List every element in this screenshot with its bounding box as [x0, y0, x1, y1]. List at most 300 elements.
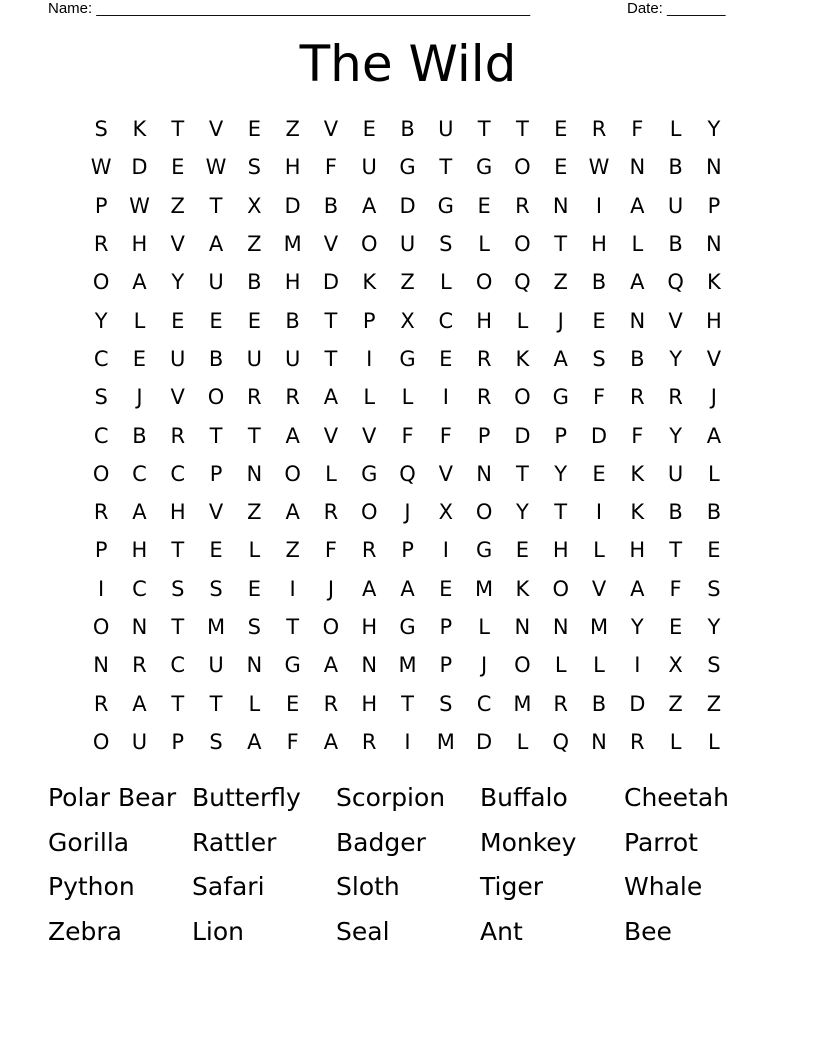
grid-letter: Y	[94, 308, 108, 333]
grid-letter: K	[515, 346, 530, 371]
grid-letter: L	[631, 232, 644, 257]
grid-letter: T	[516, 117, 529, 142]
grid-letter: E	[477, 193, 491, 218]
grid-letter: H	[131, 538, 148, 563]
grid-letter: U	[399, 232, 416, 257]
grid-letter: P	[209, 461, 223, 486]
grid-letter: U	[208, 653, 224, 678]
grid-letter: D	[322, 270, 340, 295]
grid-letter: W	[588, 155, 610, 180]
grid-letter: Z	[553, 270, 568, 295]
grid-letter: I	[595, 500, 603, 525]
grid-letter: A	[630, 193, 645, 218]
word-list-item: Polar Bear	[48, 783, 177, 813]
grid-letter: N	[246, 653, 263, 678]
grid-letter: S	[707, 576, 721, 601]
grid-letter: Q	[514, 270, 531, 295]
grid-letter: L	[669, 729, 682, 754]
grid-letter: S	[707, 653, 721, 678]
grid-letter: E	[171, 155, 185, 180]
grid-letter: B	[400, 117, 415, 142]
grid-letter: K	[707, 270, 721, 295]
grid-letter: Y	[669, 346, 683, 371]
grid-letter: E	[132, 346, 147, 371]
grid-letter: U	[284, 346, 301, 371]
grid-letter: O	[475, 270, 493, 295]
grid-letter: L	[516, 729, 529, 754]
grid-letter: Z	[285, 117, 300, 142]
grid-letter: E	[209, 538, 223, 563]
name-field[interactable]: Name: ____________________________________________________	[48, 0, 531, 17]
word-list-item: Tiger	[480, 872, 543, 902]
grid-letter: E	[247, 576, 261, 601]
grid-letter: B	[285, 308, 300, 333]
grid-letter: B	[132, 423, 147, 448]
grid-letter: C	[170, 653, 186, 678]
grid-letter: N	[93, 653, 109, 678]
grid-letter: M	[513, 691, 532, 716]
grid-letter: G	[437, 193, 454, 218]
grid-letter: F	[324, 538, 337, 563]
grid-letter: S	[94, 117, 108, 142]
grid-letter: T	[439, 155, 453, 180]
grid-letter: J	[136, 385, 143, 410]
grid-letter: B	[247, 270, 262, 295]
grid-letter: T	[324, 308, 338, 333]
grid-letter: Q	[399, 461, 416, 486]
grid-letter: U	[246, 346, 263, 371]
grid-letter: I	[289, 576, 296, 601]
grid-letter: F	[286, 729, 299, 754]
grid-letter: I	[442, 538, 449, 563]
word-list-item: Bee	[624, 916, 672, 946]
grid-letter: P	[707, 193, 721, 218]
grid-letter: H	[169, 500, 186, 525]
page-title: The Wild	[299, 35, 517, 93]
grid-letter: V	[208, 500, 224, 525]
grid-letter: L	[401, 385, 414, 410]
grid-letter: U	[170, 346, 186, 371]
grid-letter: R	[553, 691, 568, 716]
grid-letter: N	[361, 653, 378, 678]
word-list	[48, 776, 788, 954]
grid-row	[82, 684, 733, 722]
grid-letter: O	[514, 232, 531, 257]
grid-letter: A	[630, 576, 645, 601]
grid-letter: V	[362, 423, 377, 448]
grid-letter: H	[361, 691, 378, 716]
grid-letter: T	[477, 117, 491, 142]
grid-letter: R	[476, 346, 492, 371]
grid-letter: D	[476, 729, 493, 754]
word-row	[48, 776, 788, 821]
grid-letter: O	[92, 461, 110, 486]
grid-letter: S	[247, 615, 261, 639]
grid-letter: V	[323, 423, 339, 448]
grid-letter: E	[592, 461, 606, 486]
grid-letter: M	[589, 615, 609, 639]
grid-letter: C	[438, 308, 454, 333]
grid-letter: E	[707, 538, 721, 563]
grid-letter: H	[591, 232, 607, 257]
letter-grid	[82, 110, 733, 761]
grid-letter: L	[708, 729, 720, 754]
grid-letter: T	[209, 423, 223, 448]
grid-letter: P	[362, 308, 376, 333]
grid-letter: R	[630, 729, 645, 754]
grid-letter: E	[515, 538, 530, 563]
grid-letter: N	[706, 232, 722, 257]
grid-letter: E	[171, 308, 185, 333]
grid-letter: Q	[552, 729, 569, 754]
grid-letter: Y	[171, 270, 185, 295]
grid-letter: M	[206, 615, 226, 639]
grid-letter: L	[248, 691, 261, 716]
grid-letter: B	[591, 270, 607, 295]
grid-letter: A	[132, 691, 147, 716]
grid-letter: P	[401, 538, 414, 563]
grid-letter: D	[629, 691, 646, 716]
grid-letter: J	[481, 653, 488, 678]
grid-letter: R	[515, 193, 530, 218]
grid-row	[82, 531, 733, 569]
grid-letter: R	[476, 385, 492, 410]
grid-letter: R	[132, 653, 147, 678]
grid-letter: X	[668, 653, 683, 678]
grid-letter: K	[630, 461, 645, 486]
grid-letter: Z	[247, 232, 262, 257]
grid-letter: T	[209, 691, 223, 716]
grid-letter: F	[324, 155, 337, 180]
grid-row	[82, 570, 733, 608]
grid-letter: R	[323, 500, 339, 525]
grid-letter: R	[361, 538, 377, 563]
grid-letter: A	[362, 576, 377, 601]
grid-letter: T	[554, 500, 568, 525]
grid-letter: D	[514, 423, 531, 448]
grid-letter: X	[400, 308, 415, 333]
word-row	[48, 910, 788, 955]
grid-letter: G	[399, 155, 416, 180]
grid-letter: R	[361, 729, 377, 754]
grid-letter: U	[361, 155, 377, 180]
grid-letter: Y	[630, 615, 644, 639]
word-list-item: Parrot	[624, 827, 698, 857]
grid-letter: P	[554, 423, 568, 448]
grid-letter: G	[552, 385, 569, 410]
grid-letter: G	[399, 346, 416, 371]
word-list-item: Gorilla	[48, 827, 130, 857]
grid-letter: Y	[554, 461, 568, 486]
grid-letter: Y	[707, 615, 721, 639]
grid-letter: H	[284, 270, 301, 295]
grid-letter: M	[475, 576, 494, 601]
word-list-item: Monkey	[480, 827, 577, 857]
grid-letter: P	[439, 653, 453, 678]
grid-letter: R	[285, 385, 300, 410]
word-list-item: Cheetah	[624, 783, 730, 813]
grid-letter: A	[323, 385, 339, 410]
grid-letter: L	[248, 538, 261, 563]
grid-letter: E	[554, 117, 568, 142]
grid-letter: T	[247, 423, 261, 448]
word-list-item: Python	[48, 872, 135, 902]
grid-letter: C	[170, 461, 186, 486]
grid-letter: Q	[667, 270, 684, 295]
grid-letter: D	[590, 423, 608, 448]
grid-letter: A	[323, 729, 339, 754]
grid-letter: O	[475, 500, 493, 525]
grid-letter: R	[591, 117, 607, 142]
grid-letter: I	[595, 193, 603, 218]
grid-letter: N	[246, 461, 263, 486]
grid-letter: P	[171, 729, 185, 754]
grid-row	[82, 148, 733, 186]
grid-letter: V	[706, 346, 722, 371]
grid-letter: H	[361, 615, 378, 639]
grid-letter: P	[477, 423, 491, 448]
grid-letter: A	[285, 500, 300, 525]
grid-letter: L	[325, 461, 337, 486]
word-list-item: Butterfly	[192, 783, 301, 813]
grid-letter: H	[476, 308, 493, 333]
grid-letter: F	[631, 117, 644, 142]
grid-letter: E	[209, 308, 223, 333]
grid-letter: A	[285, 423, 300, 448]
grid-letter: R	[93, 500, 109, 525]
grid-letter: M	[398, 653, 417, 678]
grid-letter: N	[514, 615, 531, 639]
grid-letter: G	[361, 461, 378, 486]
grid-letter: N	[629, 155, 646, 180]
grid-letter: W	[90, 155, 112, 180]
grid-letter: K	[362, 270, 377, 295]
grid-letter: V	[170, 385, 185, 410]
grid-letter: Z	[247, 500, 262, 525]
grid-letter: I	[404, 729, 411, 754]
grid-row	[82, 225, 733, 263]
grid-letter: I	[98, 576, 105, 601]
grid-letter: R	[93, 232, 109, 257]
grid-letter: P	[94, 538, 108, 563]
grid-row	[82, 493, 733, 531]
grid-letter: B	[591, 691, 607, 716]
grid-letter: V	[170, 232, 185, 257]
grid-letter: I	[634, 653, 641, 678]
grid-letter: C	[132, 576, 147, 601]
grid-letter: D	[131, 155, 148, 180]
word-list-item: Buffalo	[480, 783, 568, 813]
grid-letter: N	[629, 308, 646, 333]
word-list-item: Scorpion	[336, 783, 446, 813]
grid-letter: H	[706, 308, 722, 333]
grid-letter: K	[630, 500, 645, 525]
grid-letter: O	[360, 500, 378, 525]
grid-letter: E	[362, 117, 376, 142]
grid-letter: G	[475, 155, 493, 180]
word-list-item: Whale	[624, 872, 703, 902]
word-list-item: Safari	[192, 872, 265, 902]
grid-letter: H	[629, 538, 646, 563]
grid-letter: A	[132, 500, 147, 525]
grid-letter: B	[630, 346, 645, 371]
grid-letter: E	[285, 691, 300, 716]
word-list-item: Seal	[336, 916, 390, 946]
grid-letter: S	[209, 729, 223, 754]
grid-letter: O	[514, 385, 531, 410]
grid-letter: Y	[669, 423, 683, 448]
grid-letter: V	[208, 117, 224, 142]
grid-row	[82, 723, 733, 761]
grid-letter: S	[439, 232, 453, 257]
grid-row	[82, 416, 733, 454]
grid-letter: O	[207, 385, 225, 410]
grid-letter: F	[439, 423, 452, 448]
grid-letter: W	[205, 155, 227, 180]
grid-letter: L	[593, 653, 605, 678]
grid-row	[82, 378, 733, 416]
grid-row	[82, 110, 733, 148]
grid-letter: L	[593, 538, 605, 563]
grid-letter: E	[439, 576, 453, 601]
grid-letter: R	[630, 385, 645, 410]
grid-row	[82, 340, 733, 378]
grid-letter: K	[515, 576, 530, 601]
grid-letter: S	[592, 346, 606, 371]
grid-letter: G	[475, 538, 493, 563]
grid-letter: E	[247, 308, 261, 333]
grid-letter: M	[436, 729, 455, 754]
grid-letter: O	[92, 270, 110, 295]
grid-letter: V	[323, 232, 339, 257]
grid-letter: L	[478, 232, 490, 257]
word-list-item: Sloth	[336, 872, 400, 902]
date-field[interactable]: Date: _______	[627, 0, 726, 17]
grid-letter: B	[208, 346, 224, 371]
grid-letter: L	[478, 615, 490, 639]
grid-letter: P	[439, 615, 453, 639]
grid-letter: I	[366, 346, 373, 371]
grid-letter: V	[591, 576, 607, 601]
grid-letter: N	[131, 615, 148, 639]
grid-letter: J	[404, 500, 411, 525]
grid-letter: F	[631, 423, 644, 448]
grid-letter: Z	[668, 691, 683, 716]
grid-row	[82, 187, 733, 225]
grid-letter: T	[554, 232, 568, 257]
grid-letter: H	[284, 155, 301, 180]
word-row	[48, 821, 788, 866]
grid-letter: R	[93, 691, 109, 716]
grid-letter: U	[667, 461, 684, 486]
grid-letter: T	[669, 538, 683, 563]
grid-letter: A	[323, 653, 339, 678]
grid-letter: T	[171, 615, 185, 639]
grid-letter: A	[362, 193, 377, 218]
grid-letter: A	[706, 423, 722, 448]
grid-letter: A	[208, 232, 224, 257]
grid-row	[82, 646, 733, 684]
grid-letter: W	[129, 193, 150, 218]
grid-letter: O	[360, 232, 378, 257]
grid-letter: C	[93, 346, 109, 371]
grid-letter: R	[170, 423, 186, 448]
grid-letter: J	[557, 308, 564, 333]
grid-letter: L	[439, 270, 452, 295]
grid-letter: G	[284, 653, 301, 678]
grid-letter: L	[516, 308, 529, 333]
grid-letter: V	[323, 117, 339, 142]
grid-letter: A	[630, 270, 645, 295]
grid-letter: H	[131, 232, 148, 257]
grid-letter: U	[131, 729, 148, 754]
grid-letter: B	[668, 232, 683, 257]
grid-letter: R	[668, 385, 683, 410]
grid-row	[82, 608, 733, 646]
grid-letter: H	[552, 538, 569, 563]
grid-letter: E	[247, 117, 261, 142]
grid-letter: T	[516, 461, 529, 486]
word-list-item: Rattler	[192, 827, 277, 857]
grid-letter: T	[286, 615, 300, 639]
grid-letter: Y	[707, 117, 721, 142]
grid-row	[82, 301, 733, 339]
grid-letter: O	[92, 615, 110, 639]
grid-letter: U	[438, 117, 454, 142]
grid-letter: Z	[706, 691, 722, 716]
grid-letter: L	[133, 308, 146, 333]
grid-letter: E	[668, 615, 683, 639]
grid-letter: X	[247, 193, 262, 218]
grid-letter: S	[209, 576, 223, 601]
grid-letter: F	[669, 576, 682, 601]
grid-letter: G	[399, 615, 416, 639]
grid-letter: C	[93, 423, 109, 448]
grid-letter: N	[591, 729, 607, 754]
grid-letter: O	[92, 729, 110, 754]
grid-letter: E	[554, 155, 568, 180]
word-list-item: Ant	[480, 916, 523, 946]
grid-letter: S	[171, 576, 185, 601]
grid-letter: E	[592, 308, 606, 333]
grid-letter: O	[284, 461, 301, 486]
grid-letter: N	[706, 155, 722, 180]
grid-letter: Y	[516, 500, 529, 525]
grid-letter: B	[668, 155, 683, 180]
grid-letter: U	[667, 193, 684, 218]
grid-letter: S	[439, 691, 453, 716]
grid-letter: Z	[285, 538, 300, 563]
grid-letter: O	[552, 576, 569, 601]
grid-letter: N	[476, 461, 492, 486]
grid-letter: B	[323, 193, 339, 218]
grid-letter: D	[399, 193, 416, 218]
grid-row	[82, 263, 733, 301]
grid-letter: O	[322, 615, 340, 639]
grid-letter: S	[94, 385, 108, 410]
grid-letter: E	[439, 346, 453, 371]
grid-letter: M	[283, 232, 302, 257]
grid-letter: T	[171, 117, 185, 142]
grid-letter: D	[284, 193, 301, 218]
grid-letter: A	[553, 346, 568, 371]
grid-letter: I	[442, 385, 449, 410]
grid-letter: T	[324, 346, 338, 371]
grid-letter: X	[438, 500, 454, 525]
grid-letter: V	[668, 308, 683, 333]
grid-letter: T	[171, 691, 185, 716]
grid-letter: O	[514, 155, 531, 180]
